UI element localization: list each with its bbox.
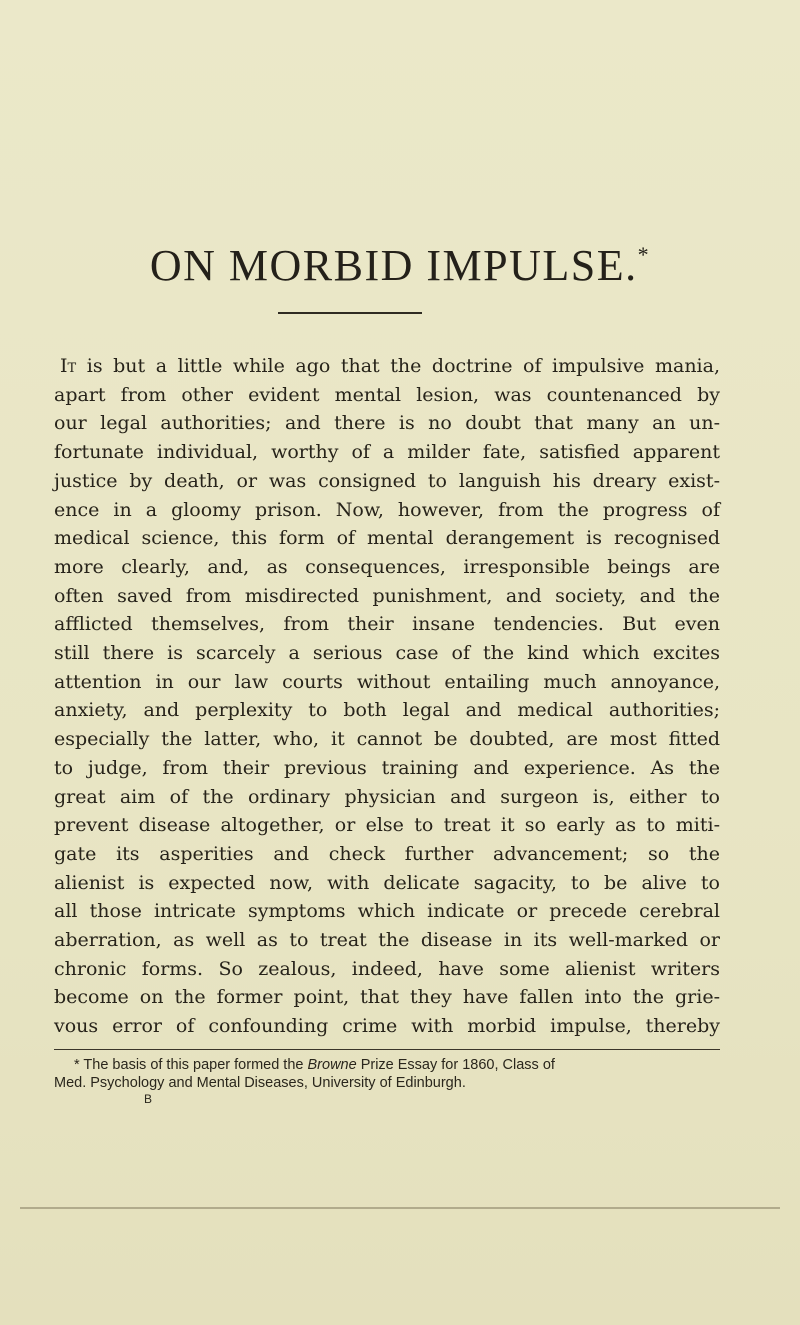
title-text: ON MORBID IMPULSE. bbox=[149, 241, 638, 290]
paragraph-line: all those intricate symptoms which indicate or precede cerebral bbox=[54, 900, 720, 923]
paragraph-line: medical science, this form of mental derangement is recognised bbox=[54, 527, 720, 550]
footnote bbox=[54, 1056, 720, 1092]
footnote-text: Prize Essay for 1860, Class of bbox=[356, 1057, 555, 1073]
paragraph-line: afflicted themselves, from their insane tendencies. But even bbox=[54, 613, 720, 636]
paragraph-line: justice by death, or was consigned to languish his dreary exist- bbox=[54, 469, 720, 492]
paragraph-line: aberration, as well as to treat the disease in its well-marked or bbox=[54, 929, 720, 952]
paragraph-line: our legal authorities; and there is no doubt that many an un- bbox=[54, 412, 720, 435]
paragraph-line: chronic forms. So zealous, indeed, have some alienist writers bbox=[54, 957, 720, 980]
page-edge-line bbox=[20, 1207, 780, 1209]
signature-mark: B bbox=[144, 1092, 153, 1106]
paragraph-line: great aim of the ordinary physician and surgeon is, either to bbox=[54, 785, 720, 808]
footnote-divider bbox=[54, 1049, 720, 1050]
paragraph-line bbox=[54, 352, 720, 381]
footnote-marker: * bbox=[74, 1057, 80, 1073]
footnote-text: The basis of this paper formed the bbox=[79, 1057, 308, 1073]
paragraph-lead-word: It bbox=[60, 355, 77, 377]
page-title bbox=[0, 240, 800, 291]
title-footnote-marker: * bbox=[637, 242, 651, 267]
body-paragraph bbox=[54, 352, 720, 1041]
paragraph-line: apart from other evident mental lesion, was countenanced by bbox=[54, 383, 720, 406]
footnote-line bbox=[54, 1056, 720, 1074]
footnote-italic-text: Browne bbox=[307, 1057, 357, 1073]
footnote-line: Med. Psychology and Mental Diseases, University of Edinburgh. bbox=[54, 1075, 466, 1091]
paragraph-line: ence in a gloomy prison. Now, however, from the progress of bbox=[54, 498, 720, 521]
paragraph-line: anxiety, and perplexity to both legal and medical authorities; bbox=[54, 699, 720, 722]
paragraph-line: attention in our law courts without entailing much annoyance, bbox=[54, 670, 720, 693]
paragraph-line: fortunate individual, worthy of a milder fate, satisfied apparent bbox=[54, 441, 720, 464]
paragraph-line: gate its asperities and check further advancement; so the bbox=[54, 842, 720, 865]
paragraph-line: vous error of confounding crime with morbid impulse, thereby bbox=[54, 1015, 720, 1038]
paragraph-line: often saved from misdirected punishment, and society, and the bbox=[54, 584, 720, 607]
paragraph-line: still there is scarcely a serious case of the kind which excites bbox=[54, 642, 720, 665]
paragraph-line-text: is but a little while ago that the doctrine of impulsive mania, bbox=[76, 355, 720, 377]
paragraph-line: more clearly, and, as consequences, irresponsible beings are bbox=[54, 555, 720, 578]
paragraph-line: especially the latter, who, it cannot be doubted, are most fitted bbox=[54, 728, 720, 751]
paragraph-line: alienist is expected now, with delicate sagacity, to be alive to bbox=[54, 871, 720, 894]
paragraph-line: prevent disease altogether, or else to treat it so early as to miti- bbox=[54, 814, 720, 837]
title-divider bbox=[278, 312, 422, 314]
paragraph-line: to judge, from their previous training and experience. As the bbox=[54, 756, 720, 779]
paragraph-line: become on the former point, that they have fallen into the grie- bbox=[54, 986, 720, 1009]
